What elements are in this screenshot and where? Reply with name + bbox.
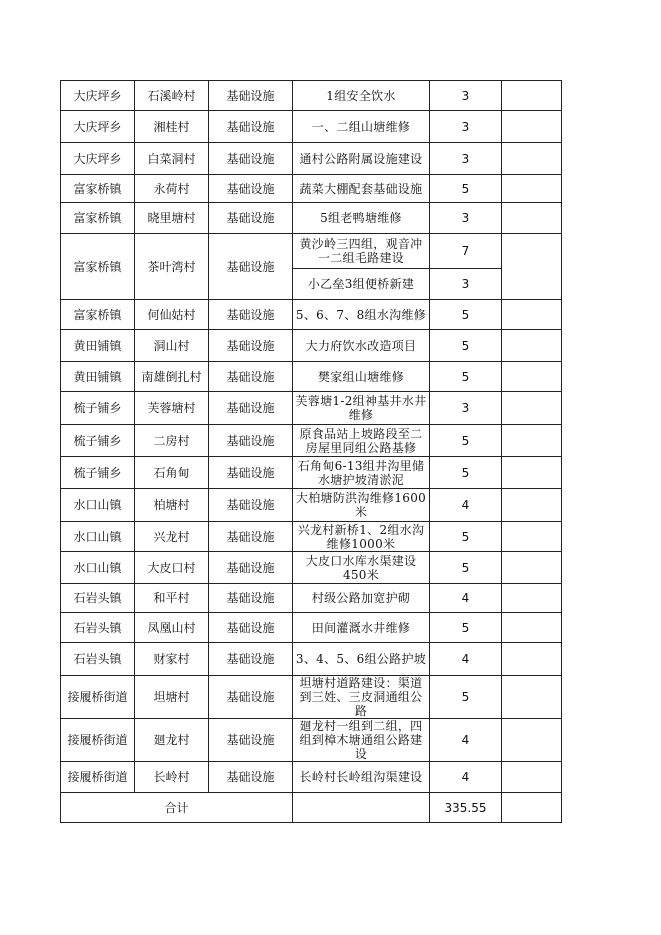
project-cell: 大柏塘防洪沟维修1600米 — [293, 489, 430, 522]
town-cell: 大庆坪乡 — [61, 81, 135, 111]
town-cell: 水口山镇 — [61, 522, 135, 552]
project-table — [60, 80, 562, 823]
total-value: 335.55 — [430, 793, 502, 823]
table-row — [61, 111, 562, 143]
amount-cell: 5 — [430, 425, 502, 457]
project-cell: 5组老鸭塘维修 — [293, 203, 430, 234]
project-cell: 一、二组山塘维修 — [293, 111, 430, 143]
table-row — [61, 392, 562, 425]
amount-cell: 5 — [430, 613, 502, 643]
table-row — [61, 643, 562, 676]
remark-cell — [502, 489, 562, 522]
village-cell: 芙蓉塘村 — [135, 392, 209, 425]
category-cell: 基础设施 — [209, 425, 293, 457]
table-row — [61, 676, 562, 719]
category-cell: 基础设施 — [209, 552, 293, 584]
town-cell: 大庆坪乡 — [61, 143, 135, 175]
remark-cell — [502, 719, 562, 762]
village-cell: 洞山村 — [135, 330, 209, 362]
village-cell: 南雄倒扎村 — [135, 362, 209, 392]
remark-cell — [502, 111, 562, 143]
remark-cell — [502, 300, 562, 330]
table-row — [61, 175, 562, 203]
total-blank-cell — [293, 793, 430, 823]
amount-cell: 5 — [430, 522, 502, 552]
town-cell: 水口山镇 — [61, 552, 135, 584]
category-cell: 基础设施 — [209, 584, 293, 613]
village-cell: 茶叶湾村 — [135, 234, 209, 300]
remark-cell — [502, 552, 562, 584]
project-cell: 大皮口水库水渠建设450米 — [293, 552, 430, 584]
table-row — [61, 234, 562, 269]
category-cell: 基础设施 — [209, 613, 293, 643]
town-cell: 梳子铺乡 — [61, 392, 135, 425]
amount-cell: 5 — [430, 362, 502, 392]
amount-cell: 3 — [430, 392, 502, 425]
amount-cell: 3 — [430, 269, 502, 300]
project-cell: 通村公路附属设施建设 — [293, 143, 430, 175]
project-cell: 兴龙村新桥1、2组水沟维修1000米 — [293, 522, 430, 552]
village-cell: 财家村 — [135, 643, 209, 676]
remark-cell — [502, 81, 562, 111]
town-cell: 富家桥镇 — [61, 234, 135, 300]
amount-cell: 3 — [430, 203, 502, 234]
project-cell: 原食品站上坡路段至二房屋里同组公路基修 — [293, 425, 430, 457]
village-cell: 永荷村 — [135, 175, 209, 203]
village-cell: 二房村 — [135, 425, 209, 457]
amount-cell: 4 — [430, 719, 502, 762]
village-cell: 何仙姑村 — [135, 300, 209, 330]
town-cell: 富家桥镇 — [61, 300, 135, 330]
table-row — [61, 719, 562, 762]
amount-cell: 4 — [430, 762, 502, 793]
remark-cell — [502, 613, 562, 643]
remark-cell — [502, 522, 562, 552]
table-row — [61, 762, 562, 793]
table-row — [61, 203, 562, 234]
town-cell: 水口山镇 — [61, 489, 135, 522]
category-cell: 基础设施 — [209, 676, 293, 719]
village-cell: 石角甸 — [135, 457, 209, 489]
town-cell: 石岩头镇 — [61, 584, 135, 613]
category-cell: 基础设施 — [209, 762, 293, 793]
amount-cell: 5 — [430, 330, 502, 362]
table-row — [61, 330, 562, 362]
town-cell: 石岩头镇 — [61, 613, 135, 643]
amount-cell: 3 — [430, 111, 502, 143]
remark-cell — [502, 793, 562, 823]
amount-cell: 7 — [430, 234, 502, 269]
amount-cell: 4 — [430, 643, 502, 676]
project-cell: 大力府饮水改造项目 — [293, 330, 430, 362]
category-cell: 基础设施 — [209, 234, 293, 300]
remark-cell — [502, 584, 562, 613]
table-row — [61, 362, 562, 392]
project-cell: 1组安全饮水 — [293, 81, 430, 111]
category-cell: 基础设施 — [209, 362, 293, 392]
category-cell: 基础设施 — [209, 175, 293, 203]
village-cell: 和平村 — [135, 584, 209, 613]
amount-cell: 5 — [430, 676, 502, 719]
village-cell: 柏塘村 — [135, 489, 209, 522]
category-cell: 基础设施 — [209, 457, 293, 489]
village-cell: 晓里塘村 — [135, 203, 209, 234]
amount-cell: 4 — [430, 489, 502, 522]
project-cell: 石角甸6-13组井沟里储水塘护坡清淤泥 — [293, 457, 430, 489]
category-cell: 基础设施 — [209, 392, 293, 425]
category-cell: 基础设施 — [209, 81, 293, 111]
town-cell: 接履桥街道 — [61, 676, 135, 719]
remark-cell — [502, 392, 562, 425]
project-cell: 长岭村长岭组沟渠建设 — [293, 762, 430, 793]
project-cell: 小乙垒3组便桥新建 — [293, 269, 430, 300]
village-cell: 坦塘村 — [135, 676, 209, 719]
project-cell: 3、4、5、6组公路护坡 — [293, 643, 430, 676]
project-cell: 黄沙岭三四组，观音冲一二组毛路建设 — [293, 234, 430, 269]
town-cell: 梳子铺乡 — [61, 425, 135, 457]
remark-cell — [502, 143, 562, 175]
project-cell: 樊家组山塘维修 — [293, 362, 430, 392]
project-cell: 5、6、7、8组水沟维修 — [293, 300, 430, 330]
remark-cell — [502, 762, 562, 793]
village-cell: 湘桂村 — [135, 111, 209, 143]
category-cell: 基础设施 — [209, 111, 293, 143]
amount-cell: 3 — [430, 81, 502, 111]
category-cell: 基础设施 — [209, 330, 293, 362]
village-cell: 凤凰山村 — [135, 613, 209, 643]
amount-cell: 5 — [430, 175, 502, 203]
category-cell: 基础设施 — [209, 203, 293, 234]
remark-cell — [502, 457, 562, 489]
town-cell: 大庆坪乡 — [61, 111, 135, 143]
remark-cell — [502, 203, 562, 234]
village-cell: 石溪岭村 — [135, 81, 209, 111]
category-cell: 基础设施 — [209, 489, 293, 522]
project-cell: 田间灌溉水井维修 — [293, 613, 430, 643]
category-cell: 基础设施 — [209, 300, 293, 330]
remark-cell — [502, 234, 562, 300]
town-cell: 接履桥街道 — [61, 762, 135, 793]
remark-cell — [502, 362, 562, 392]
project-cell: 芙蓉塘1-2组神基井水井维修 — [293, 392, 430, 425]
table-row — [61, 522, 562, 552]
project-cell: 村级公路加宽护砌 — [293, 584, 430, 613]
remark-cell — [502, 676, 562, 719]
remark-cell — [502, 425, 562, 457]
amount-cell: 3 — [430, 143, 502, 175]
remark-cell — [502, 175, 562, 203]
village-cell: 大皮口村 — [135, 552, 209, 584]
amount-cell: 5 — [430, 300, 502, 330]
table-body — [61, 81, 562, 823]
total-label: 合计 — [61, 793, 293, 823]
category-cell: 基础设施 — [209, 522, 293, 552]
table-row — [61, 489, 562, 522]
town-cell: 黄田铺镇 — [61, 330, 135, 362]
amount-cell: 4 — [430, 584, 502, 613]
town-cell: 富家桥镇 — [61, 203, 135, 234]
table-row — [61, 613, 562, 643]
village-cell: 兴龙村 — [135, 522, 209, 552]
town-cell: 石岩头镇 — [61, 643, 135, 676]
village-cell: 廻龙村 — [135, 719, 209, 762]
project-cell: 廻龙村一组到二组，四组到樟木塘通组公路建设 — [293, 719, 430, 762]
town-cell: 梳子铺乡 — [61, 457, 135, 489]
project-cell: 蔬菜大棚配套基础设施 — [293, 175, 430, 203]
table-row — [61, 584, 562, 613]
remark-cell — [502, 643, 562, 676]
amount-cell: 5 — [430, 457, 502, 489]
table-row — [61, 81, 562, 111]
total-row — [61, 793, 562, 823]
table-row — [61, 300, 562, 330]
village-cell: 白菜洞村 — [135, 143, 209, 175]
amount-cell: 5 — [430, 552, 502, 584]
town-cell: 接履桥街道 — [61, 719, 135, 762]
project-cell: 坦塘村道路建设：渠道到三姓、三皮洞通组公路 — [293, 676, 430, 719]
town-cell: 黄田铺镇 — [61, 362, 135, 392]
table-row — [61, 552, 562, 584]
remark-cell — [502, 330, 562, 362]
table-row — [61, 143, 562, 175]
village-cell: 长岭村 — [135, 762, 209, 793]
town-cell: 富家桥镇 — [61, 175, 135, 203]
table-row — [61, 425, 562, 457]
table-row — [61, 457, 562, 489]
category-cell: 基础设施 — [209, 143, 293, 175]
category-cell: 基础设施 — [209, 643, 293, 676]
category-cell: 基础设施 — [209, 719, 293, 762]
